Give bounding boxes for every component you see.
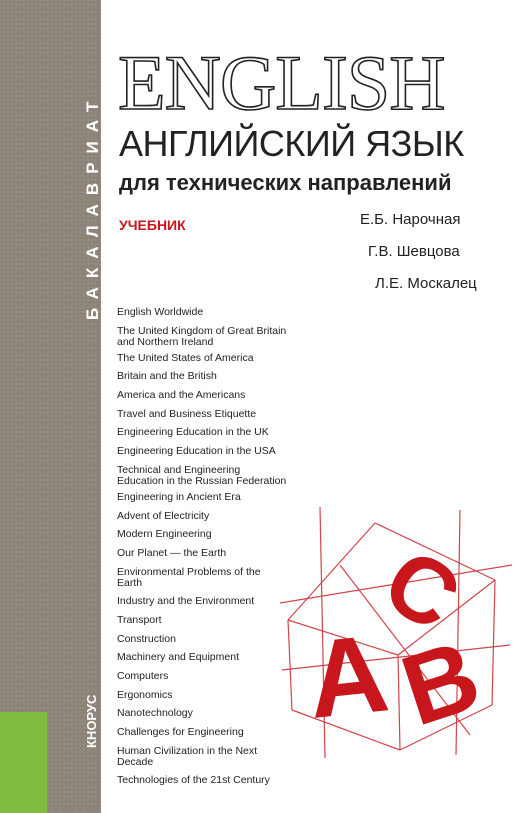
contents-item: Engineering Education in the USA (117, 445, 276, 458)
contents-item: Engineering Education in the UK (117, 426, 269, 439)
contents-item: America and the Americans (117, 389, 246, 402)
contents-item: Human Civilization in the Next Decade (117, 744, 258, 768)
contents-item: Machinery and Equipment (117, 651, 239, 664)
contents-item: The United Kingdom of Great Britain and Northern Ireland (117, 324, 287, 348)
contents-item: English Worldwide (117, 306, 204, 318)
contents-item: Construction (117, 632, 176, 645)
letter-cube-illustration (280, 505, 512, 760)
contents-item: Technologies of the 21st Century (117, 774, 270, 787)
contents-item: Computers (117, 670, 169, 682)
contents-item: Challenges for Engineering (117, 726, 244, 739)
contents-item: Environmental Problems of the Earth (117, 565, 261, 589)
subtitle: для технических направлений (119, 170, 452, 195)
letter-b: B (389, 618, 493, 748)
contents-item: Transport (117, 613, 162, 626)
contents-item: Our Planet — the Earth (117, 546, 227, 559)
publisher-name: КНОРУС (84, 694, 99, 748)
author: Е.Б. Нарочная (360, 211, 461, 228)
contents-item: Advent of Electricity (117, 509, 210, 522)
contents-item: The United States of America (117, 351, 254, 364)
authors-list (360, 212, 477, 308)
contents-item: Technical and Engineering Education in the Russian Federation (117, 463, 287, 487)
contents-item: Travel and Business Etiquette (117, 407, 257, 420)
publisher-band (0, 712, 47, 813)
contents-item: Nanotechnology (117, 707, 193, 720)
letter-c: C (366, 529, 477, 651)
author: Л.Е. Москалец (375, 275, 477, 292)
letter-a: A (302, 611, 394, 742)
author: Г.В. Шевцова (368, 243, 460, 260)
book-kind: УЧЕБНИК (119, 217, 186, 233)
contents-item: Engineering in Ancient Era (117, 490, 241, 503)
title-russian: АНГЛИЙСКИЙ ЯЗЫК (119, 123, 464, 164)
contents-item: Ergonomics (117, 688, 173, 701)
title-english: ENGLISH (118, 39, 445, 126)
contents-item: Modern Engineering (117, 528, 212, 541)
contents-list (117, 307, 287, 794)
contents-item: Britain and the British (117, 370, 217, 383)
contents-item: Industry and the Environment (117, 595, 255, 608)
series-label: БАКАЛАВРИАТ (83, 92, 102, 320)
